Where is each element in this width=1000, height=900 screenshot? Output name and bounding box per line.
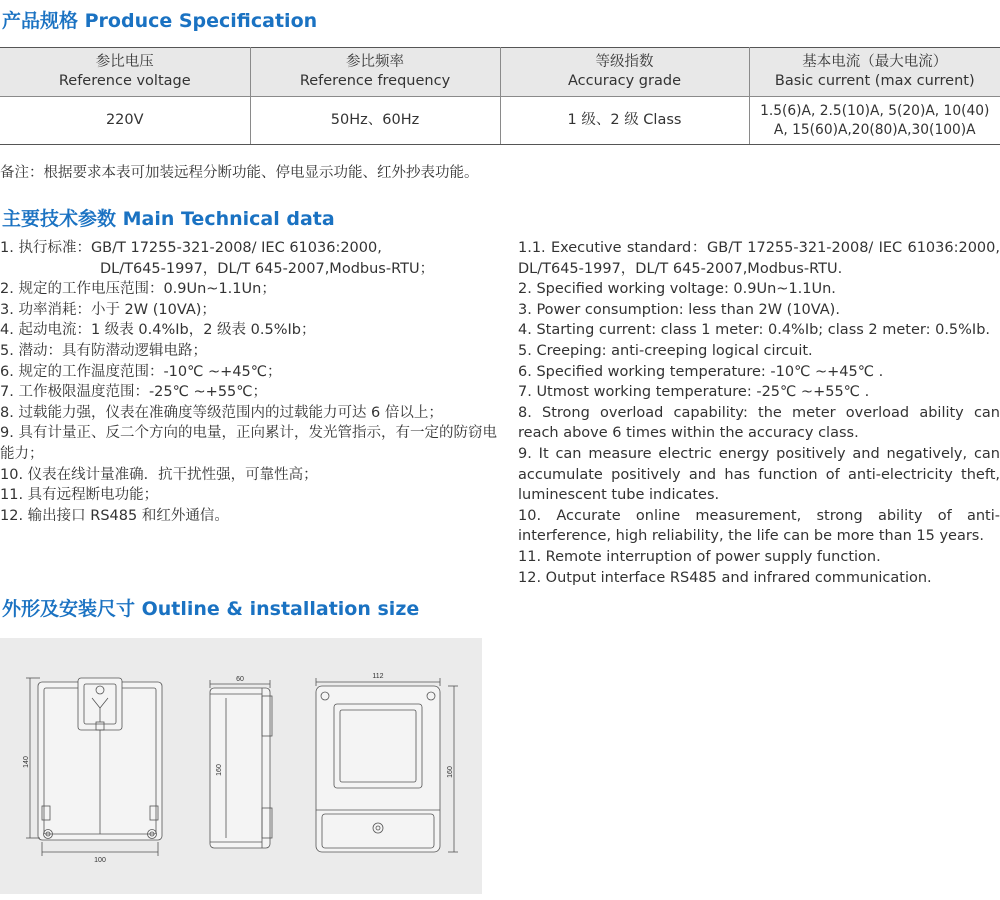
tech-en-item: 11. Remote interruption of power supply function. bbox=[518, 548, 881, 565]
tech-en-item: 7. Utmost working temperature: -25℃ ~+55℃ . bbox=[518, 384, 870, 401]
front-width-dim: 100 bbox=[94, 857, 106, 864]
tech-zh-item: 11. 具有远程断电功能； bbox=[0, 487, 159, 504]
spec-section-title: 产品规格 Produce Specification bbox=[2, 10, 318, 32]
tech-en-item: 9. It can measure electric energy positively and negatively, can accumulate positively and has function of anti-electricity theft, luminescent tube indicates. bbox=[518, 445, 1000, 504]
side-width-dim: 60 bbox=[236, 676, 244, 683]
spec-cell-current-line2: A, 15(60)A,20(80)A,30(100)A bbox=[773, 121, 976, 138]
tech-en-item: 12. Output interface RS485 and infrared communication. bbox=[518, 569, 932, 586]
spec-table-row bbox=[0, 97, 1000, 145]
tech-zh-item: 4. 起动电流：1 级表 0.4%Ib，2 级表 0.5%Ib； bbox=[0, 322, 316, 339]
spec-header-en: Basic current (max current) bbox=[774, 73, 975, 89]
back-height-dim: 160 bbox=[447, 766, 454, 778]
tech-list-en bbox=[518, 238, 1000, 588]
tech-en-item: 10. Accurate online measurement, strong ability of anti-interference, high reliability, the life can be more than 15 years. bbox=[518, 507, 1000, 545]
spec-note: 备注：根据要求本表可加装远程分断功能、停电显示功能、红外抄表功能。 bbox=[0, 165, 479, 181]
spec-header-voltage bbox=[0, 48, 250, 97]
spec-cell-current-line1: 1.5(6)A, 2.5(10)A, 5(20)A, 10(40) bbox=[760, 102, 990, 119]
spec-cell-current bbox=[749, 97, 1000, 145]
spec-table bbox=[0, 47, 1000, 145]
tech-zh-item: DL/T645-1997，DL/T 645-2007,Modbus-RTU； bbox=[100, 260, 435, 277]
outline-drawing bbox=[0, 638, 482, 894]
tech-zh-item: 7. 工作极限温度范围：-25℃ ~+55℃； bbox=[0, 384, 268, 401]
spec-header-frequency bbox=[250, 48, 500, 97]
spec-header-current bbox=[749, 48, 1000, 97]
tech-zh-item: 1. 执行标准：GB/T 17255-321-2008/ IEC 61036:2000, bbox=[0, 240, 382, 256]
side-height-dim: 160 bbox=[216, 764, 223, 776]
tech-en-item: 8. Strong overload capability: the meter overload ability can reach above 6 times within the accuracy class. bbox=[518, 404, 1000, 442]
spec-header-zh: 等级指数 bbox=[595, 54, 654, 70]
spec-header-zh: 基本电流（最大电流） bbox=[802, 54, 948, 70]
tech-en-item: 4. Starting current: class 1 meter: 0.4%Ib; class 2 meter: 0.5%Ib. bbox=[518, 322, 991, 339]
back-view bbox=[316, 678, 458, 852]
spec-header-accuracy bbox=[500, 48, 749, 97]
spec-header-zh: 参比电压 bbox=[95, 54, 154, 70]
spec-header-en: Reference frequency bbox=[299, 73, 451, 89]
tech-en-item: 2. Specified working voltage: 0.9Un~1.1Un. bbox=[518, 281, 836, 298]
front-view bbox=[26, 678, 162, 856]
tech-en-item: 6. Specified working temperature: -10℃ ~+45℃ . bbox=[518, 363, 884, 380]
tech-zh-item: 9. 具有计量正、反二个方向的电量，正向累计，发光管指示，有一定的防窃电能力； bbox=[0, 425, 497, 462]
tech-section-title: 主要技术参数 Main Technical data bbox=[2, 208, 335, 230]
outline-drawing-panel bbox=[0, 638, 482, 894]
tech-en-item: 5. Creeping: anti-creeping logical circuit. bbox=[518, 342, 813, 359]
tech-list-zh bbox=[0, 238, 505, 526]
side-view bbox=[210, 680, 272, 848]
tech-zh-item: 3. 功率消耗：小于 2W (10VA)； bbox=[0, 301, 216, 318]
tech-en-item: 1.1. Executive standard：GB/T 17255-321-2008/ IEC 61036:2000, DL/T645-1997，DL/T 645-2007,Modbus-RTU. bbox=[518, 240, 1000, 277]
spec-cell-voltage: 220V bbox=[0, 97, 250, 145]
tech-zh-item: 5. 潜动：具有防潜动逻辑电路； bbox=[0, 342, 207, 359]
tech-zh-item: 12. 输出接口 RS485 和红外通信。 bbox=[0, 507, 229, 524]
tech-zh-item: 8. 过载能力强，仪表在准确度等级范围内的过载能力可达 6 倍以上； bbox=[0, 404, 443, 421]
spec-table-header-row bbox=[0, 48, 1000, 97]
spec-cell-accuracy: 1 级、2 级 Class bbox=[500, 97, 749, 145]
back-width-dim: 112 bbox=[372, 673, 384, 680]
outline-section-title: 外形及安装尺寸 Outline & installation size bbox=[2, 598, 420, 620]
spec-cell-frequency: 50Hz、60Hz bbox=[250, 97, 500, 145]
spec-header-zh: 参比频率 bbox=[346, 54, 404, 70]
spec-header-en: Accuracy grade bbox=[568, 73, 681, 89]
front-height-dim: 140 bbox=[23, 756, 30, 768]
tech-zh-item: 10. 仪表在线计量准确．抗干扰性强，可靠性高； bbox=[0, 466, 318, 483]
tech-zh-item: 2. 规定的工作电压范围：0.9Un~1.1Un； bbox=[0, 281, 276, 298]
spec-header-en: Reference voltage bbox=[58, 73, 191, 89]
tech-zh-item: 6. 规定的工作温度范围：-10℃ ~+45℃； bbox=[0, 363, 282, 380]
tech-en-item: 3. Power consumption: less than 2W (10VA). bbox=[518, 301, 840, 318]
